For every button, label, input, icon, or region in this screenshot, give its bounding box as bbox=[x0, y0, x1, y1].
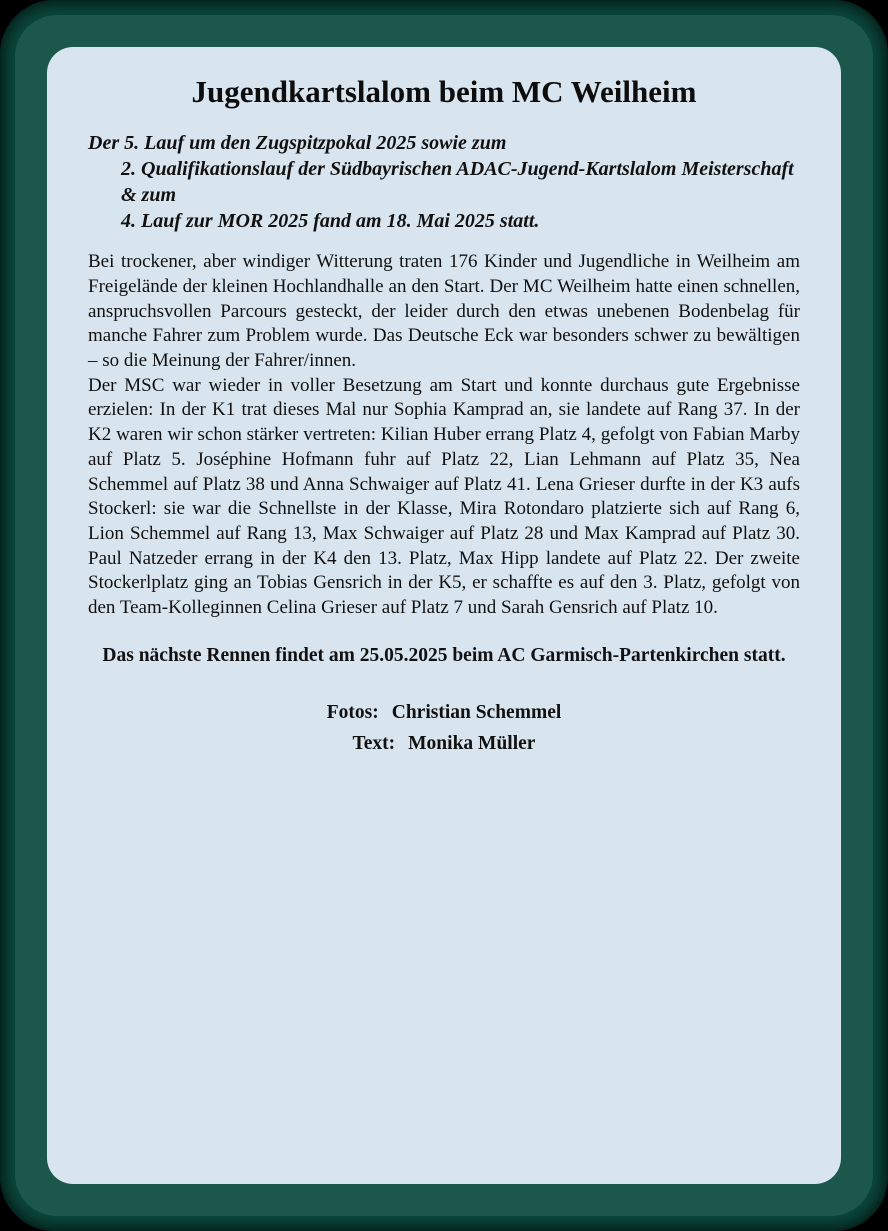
photo-credit bbox=[88, 700, 800, 725]
credits bbox=[88, 700, 800, 756]
photo-credit-label: Fotos: bbox=[326, 701, 379, 723]
document-page bbox=[47, 47, 841, 1184]
text-credit-label: Text: bbox=[352, 732, 396, 754]
next-race-announcement: Das nächste Rennen findet am 25.05.2025 beim AC Garmisch-Partenkirchen statt. bbox=[102, 644, 786, 666]
event-intro bbox=[88, 130, 800, 234]
page-title: Jugendkartslalom beim MC Weilheim bbox=[191, 74, 697, 109]
text-credit-value: Monika Müller bbox=[408, 732, 536, 754]
inner-frame bbox=[15, 15, 873, 1216]
report-body bbox=[88, 250, 800, 621]
intro-line-3: 4. Lauf zur MOR 2025 fand am 18. Mai 2025 statt. bbox=[121, 210, 540, 233]
intro-line-2: 2. Qualifikationslauf der Südbayrischen ADAC-Jugend-Kartslalom Meisterschaft & zum bbox=[121, 158, 794, 207]
report-paragraph-1: Bei trockener, aber windiger Witterung traten 176 Kinder und Jugendliche in Weilheim am Freigelände der kleinen Hochlandhalle an den Start. Der MC Weilheim hatte einen schnellen, anspruchsvollen Parcours gesteckt, der leider durch den etwas unebenen Bodenbelag für manche Fahrer zum Problem wurde. Das Deutsche Eck war besonders schwer zu bewältigen – so die Meinung der Fahrer/innen. bbox=[88, 251, 800, 371]
text-credit bbox=[88, 731, 800, 756]
report-paragraph-2: Der MSC war wieder in voller Besetzung am Start und konnte durchaus gute Ergebnisse erzielen: In der K1 trat dieses Mal nur Sophia Kamprad an, sie landete auf Rang 37. In der K2 waren wir schon stärker vertreten: Kilian Huber errang Platz 4, gefolgt von Fabian Marby auf Platz 5. Joséphine Hofmann fuhr auf Platz 22, Lian Lehmann auf Platz 35, Nea Schemmel auf Platz 38 und Anna Schwaiger auf Platz 41. Lena Grieser durfte in der K3 aufs Stockerl: sie war die Schnellste in der Klasse, Mira Rotondaro platzierte sich auf Rang 6, Lion Schemmel auf Rang 13, Max Schwaiger auf Platz 28 und Max Kamprad auf Platz 30. Paul Natzeder errang in der K4 den 13. Platz, Max Hipp landete auf Platz 22. Der zweite Stockerlplatz ging an Tobias Gensrich in der K5, er schaffte es auf den 3. Platz, gefolgt von den Team-Kolleginnen Celina Grieser auf Platz 7 und Sarah Gensrich auf Platz 10. bbox=[88, 374, 800, 619]
intro-line-1: Der 5. Lauf um den Zugspitzpokal 2025 sowie zum bbox=[88, 132, 507, 155]
photo-credit-value: Christian Schemmel bbox=[391, 701, 562, 723]
